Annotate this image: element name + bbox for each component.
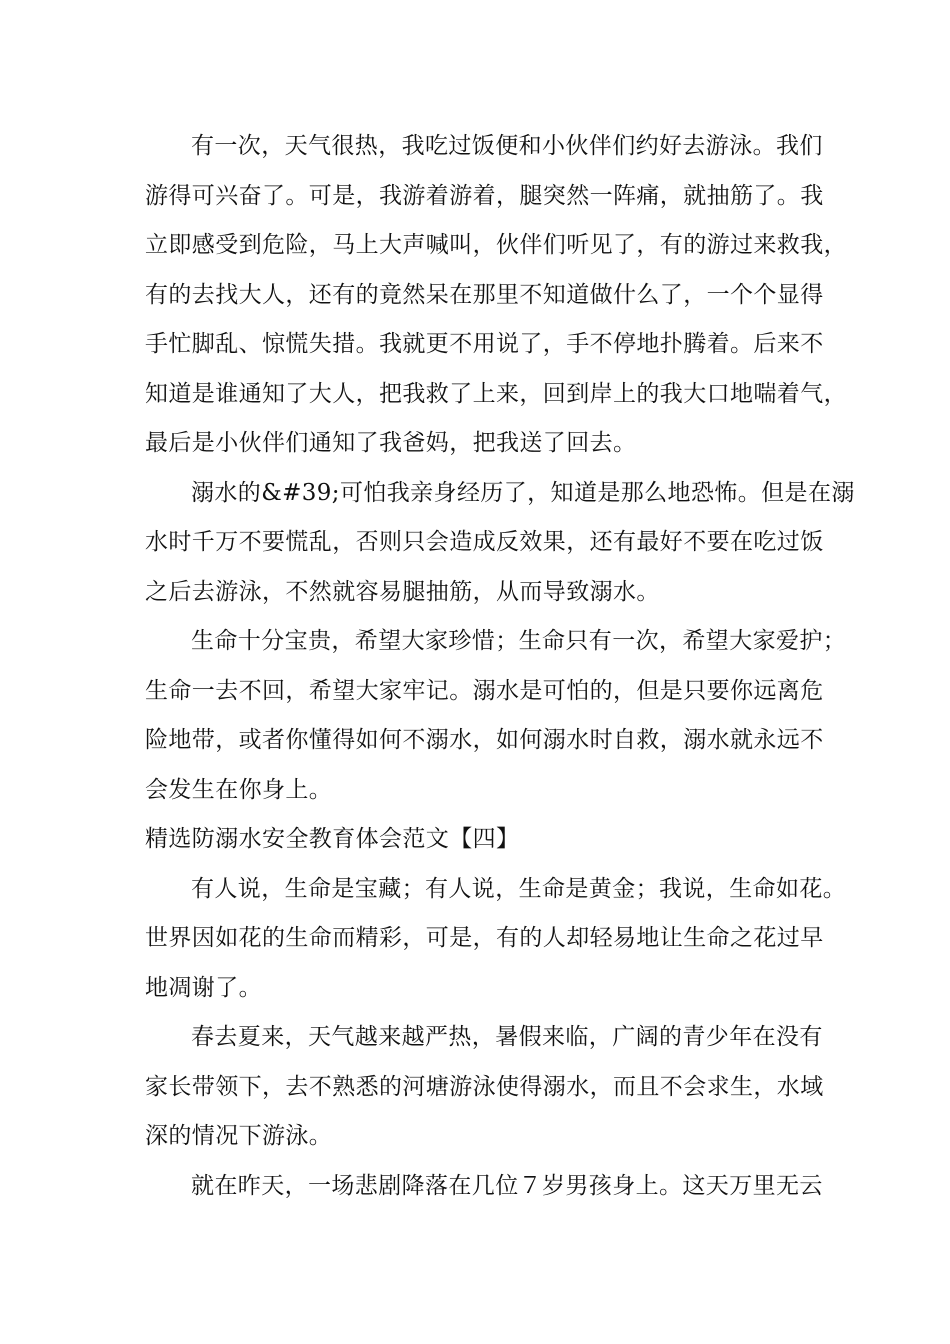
text-line: 立即感受到危险，马上大声喊叫，伙伴们听见了，有的游过来救我， — [145, 232, 847, 258]
text-line: 世界因如花的生命而精彩，可是，有的人却轻易地让生命之花过早 — [145, 925, 824, 951]
text-line: 溺水的&#39;可怕我亲身经历了，知道是那么地恐怖。但是在溺 — [191, 479, 855, 506]
text-line: 水时千万不要慌乱，否则只会造成反效果，还有最好不要在吃过饭 — [145, 529, 824, 555]
paragraph-6 — [145, 1162, 825, 1212]
text-line: 地凋谢了。 — [145, 974, 262, 1001]
paragraph-3 — [145, 617, 847, 815]
section-heading — [145, 815, 825, 865]
text-line: 最后是小伙伴们通知了我爸妈，把我送了回去。 — [145, 430, 637, 456]
text-line: 深的情况下游泳。 — [145, 1123, 333, 1149]
text-line: 之后去游泳，不然就容易腿抽筋，从而导致溺水。 — [145, 578, 660, 605]
paragraph-4 — [145, 865, 847, 1014]
paragraph-5 — [145, 1013, 825, 1162]
text-line: 会发生在你身上。 — [145, 776, 333, 803]
text-line: 游得可兴奋了。可是，我游着游着，腿突然一阵痛，就抽筋了。我 — [145, 182, 824, 209]
paragraph-1 — [145, 122, 847, 469]
text-line: 生命一去不回，希望大家牢记。溺水是可怕的，但是只要你远离危 — [145, 677, 824, 704]
text-line: 有的去找大人，还有的竟然呆在那里不知道做什么了，一个个显得 — [145, 281, 824, 308]
text-line: 险地带，或者你懂得如何不溺水，如何溺水时自救，溺水就永远不 — [145, 727, 824, 753]
text-line: 家长带领下，去不熟悉的河塘游泳使得溺水，而且不会求生，水域 — [145, 1073, 824, 1100]
paragraph-2 — [145, 469, 855, 618]
text-line: 春去夏来，天气越来越严热，暑假来临，广阔的青少年在没有 — [191, 1024, 823, 1050]
text-line: 有人说，生命是宝藏；有人说，生命是黄金；我说，生命如花。 — [191, 875, 847, 902]
text-line: 知道是谁通知了大人，把我救了上来，回到岸上的我大口地喘着气， — [145, 380, 847, 407]
text-line: 手忙脚乱、惊慌失措。我就更不用说了，手不停地扑腾着。后来不 — [145, 331, 824, 357]
text-line: 就在昨天，一场悲剧降落在几位７岁男孩身上。这天万里无云 — [191, 1172, 823, 1199]
heading-text: 精选防溺水安全教育体会范文【四】 — [145, 826, 520, 852]
document-body — [145, 122, 855, 1211]
text-line: 生命十分宝贵，希望大家珍惜；生命只有一次，希望大家爱护； — [191, 628, 847, 654]
text-line: 有一次，天气很热，我吃过饭便和小伙伴们约好去游泳。我们 — [191, 133, 823, 159]
